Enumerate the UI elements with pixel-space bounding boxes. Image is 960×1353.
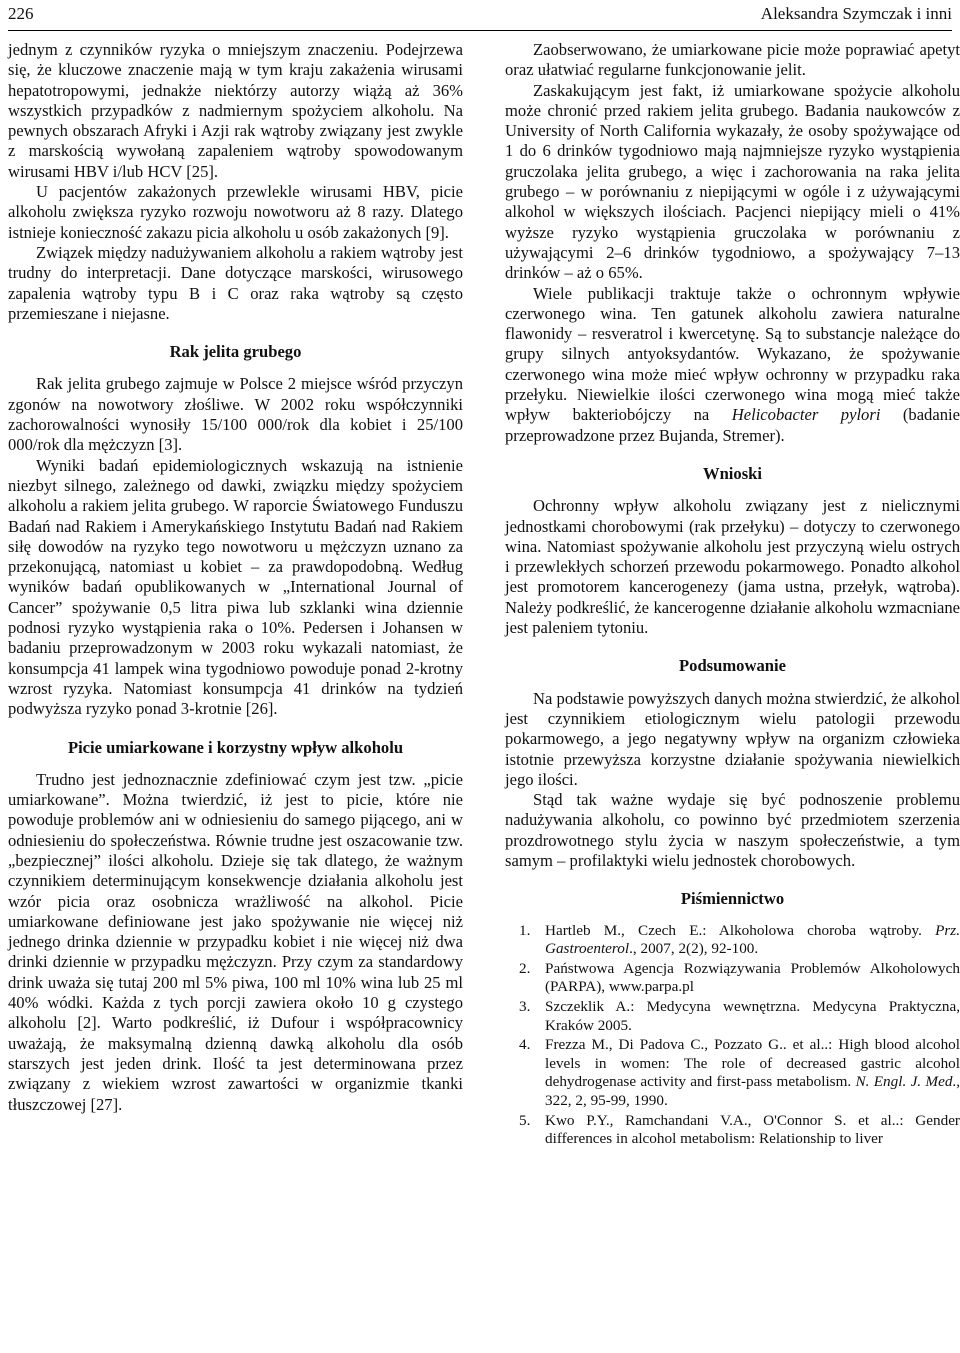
reference-item: 5. Kwo P.Y., Ramchandani V.A., O'Connor S. et al..: Gender differences in alcohol metabolism: Relationship to liver — [519, 1111, 960, 1148]
paragraph — [505, 284, 960, 446]
section-heading-references: Piśmiennictwo — [680, 889, 785, 909]
reference-item: 3. Szczeklik A.: Medycyna wewnętrzna. Medycyna Praktyczna, Kraków 2005. — [519, 997, 960, 1034]
paragraph: Stąd tak ważne wydaje się być podnoszenie problemu nadużywania alkoholu, co powinno być przedmiotem szerzenia prozdrowotnego stylu życia w naszym społeczeństwie, a tym samym – profilaktyki wielu jednostek chorobowych. — [505, 790, 960, 870]
reference-item: 2. Państwowa Agencja Rozwiązywania Problemów Alkoholowych (PARPA), www.parpa.pl — [519, 959, 960, 996]
paragraph: Na podstawie powyższych danych można stwierdzić, że alkohol jest czynnikiem etiologicznym wielu patologii przewodu pokarmowego, a jego negatywny wpływ na organizm człowieka istotnie przewyższa korzystne działanie spożywania niewielkich jego ilości. — [505, 688, 960, 789]
paragraph: jednym z czynników ryzyka o mniejszym znaczeniu. Podejrzewa się, że kluczowe znaczenie mają w tym kraju zakażenia wirusami hepatotropowymi, jednakże niektórzy autorzy wiążą aż 36% wszystkich przypadków z nadmiernym spożyciem alkoholu. Na pewnych obszarach Afryki i Azji rak wątroby związany jest zwykle z marskością wywołaną zapaleniem wątroby spowodowanym wirusami HBV i/lub HCV [25]. — [8, 40, 463, 181]
running-head: Aleksandra Szymczak i inni — [760, 4, 952, 23]
section-heading-conclusions: Wnioski — [702, 463, 763, 483]
species-name: Helicobacter pylori — [731, 405, 881, 425]
paragraph-text: Wiele publikacji traktuje także o ochronnym wpływie czerwonego wina. Ten gatunek alkoholu zawiera naturalne flawonidy – resveratrol i kwercetynę. Są to substancje należące do grupy silnych antyoksydantów. Wykazano, że spożywanie czerwonego wina może mieć wpływ ochronny w przypadku raka przełyku. Niewielkie ilości czerwonego wina mogą mieć także wpływ bakteriobójczy na — [505, 283, 960, 425]
paragraph: Rak jelita grubego zajmuje w Polsce 2 miejsce wśród przyczyn zgonów na nowotwory złośliwe. W 2002 roku współczynniki zachorowalności wynosiły 15/100 000/rok dla kobiet i 25/100 000/rok dla mężczyzn [3]. — [8, 374, 463, 455]
page-header — [8, 4, 952, 32]
paragraph: Trudno jest jednoznacznie zdefiniować czym jest tzw. „picie umiarkowane”. Można twierdzić, iż jest to picie, które nie powoduje problemów ani w odniesieniu do samego pijącego, ani w odniesieniu do społeczeństwa. Równie trudne jest oszacowanie tzw. „bezpiecznej” ilości alkoholu. Dzieje się tak dlatego, że ważnym czynnikiem determinującym konsekwencje działania alkoholu jest wzór picia oraz osobnicza wrażliwość na alkohol. Picie umiarkowane definiowane jest jako spożywanie nie więcej niż jednego drinka dziennie w przypadku kobiet i nie więcej niż dwa drinki dziennie w przypadku mężczyzn. Przy czym za standardowy drink uważa się tutaj 200 ml 5% piwa, 100 ml 10% wina lub 25 ml 40% wódki. Każda z tych porcji zawiera około 10 g czystego alkoholu [2]. Warto podkreślić, iż Dufour i współpracownicy uważają, że maksymalną dzienną dawką alkoholu dla osób starszych jest jeden drink. Ilość ta jest determinowana przez związany z wiekiem wzrost zawartości w organizmie tkanki tłuszczowej [27]. — [8, 769, 463, 1114]
right-column — [505, 40, 960, 1150]
section-heading-moderate-drinking: Picie umiarkowane i korzystny wpływ alkoholu — [67, 737, 404, 757]
section-heading-summary: Podsumowanie — [679, 656, 786, 676]
header-rule — [8, 30, 952, 31]
paragraph: U pacjentów zakażonych przewlekle wirusami HBV, picie alkoholu zwiększa ryzyko rozwoju nowotworu aż 8 razy. Dlatego istnieje konieczność zakazu picia alkoholu u osób zakażonych [9]. — [8, 182, 463, 242]
left-column — [8, 40, 463, 1115]
reference-item: 4. Frezza M., Di Padova C., Pozzato G.. et al..: High blood alcohol levels in women: The role of decreased gastric alcohol dehydrogenase activity and first-pass metabolism. N. Engl. J. Med., 322, 2, 95-99, 1990. — [519, 1036, 960, 1109]
page-number: 226 — [8, 4, 34, 23]
reference-item: 1. Hartleb M., Czech E.: Alkoholowa choroba wątroby. Prz. Gastroenterol., 2007, 2(2), 92-100. — [519, 921, 960, 958]
section-heading-colon-cancer: Rak jelita grubego — [169, 342, 302, 362]
reference-list — [505, 922, 960, 1149]
paragraph: Ochronny wpływ alkoholu związany jest z nielicznymi jednostkami chorobowymi (rak przełyku) – dotyczy to czerwonego wina. Natomiast spożywanie alkoholu jest przyczyną wielu ostrych i przewlekłych schorzeń przewodu pokarmowego. Ponadto alkohol jest promotorem kancerogenezy (jama ustna, przełyk, wątroba). Należy podkreślić, że kancerogenne działanie alkoholu wzmacniane jest paleniem tytoniu. — [505, 496, 960, 638]
paragraph-text: (badanie przeprowadzone przez Bujanda, Stremer). — [505, 405, 960, 445]
paragraph: Zaobserwowano, że umiarkowane picie może poprawiać apetyt oraz ułatwiać regularne funkcjonowanie jelit. — [505, 40, 960, 80]
paragraph: Wyniki badań epidemiologicznych wskazują na istnienie niezbyt silnego, zależnego od dawki, związku między spożyciem alkoholu a rakiem jelita grubego. W raporcie Światowego Funduszu Badań nad Rakiem i Amerykańskiego Instytutu Badań nad Rakiem siłę dowodów na ryzyko tego nowotworu u mężczyzn uznano za przekonującą, natomiast u kobiet – za prawdopodobną. Według wyników badań opublikowanych w „International Journal of Cancer” spożywanie 0,5 litra piwa lub szklanki wina dziennie podnosi ryzyko wystąpienia raka o 10%. Pedersen i Johansen w badaniu przeprowadzonym w 2003 roku wykazali natomiast, że konsumpcja 41 lampek wina tygodniowo powoduje ponad 2-krotny wzrost ryzyka. Natomiast konsumpcja 41 drinków na tydzień podwyższa ryzyko ponad 3-krotnie [26]. — [8, 455, 463, 719]
paragraph: Związek między nadużywaniem alkoholu a rakiem wątroby jest trudny do interpretacji. Dane dotyczące marskości, wirusowego zapalenia wątroby typu B i C oraz raka wątroby są często przemieszane i niejasne. — [8, 242, 463, 323]
paragraph: Zaskakującym jest fakt, iż umiarkowane spożycie alkoholu może chronić przed rakiem jelita grubego. Badania naukowców z University of North California wykazały, że osoby spożywające od 1 do 6 drinków tygodniowo mają najmniejsze ryzyko wystąpienia gruczolaka jelita grubego, a więc i zachorowania na raka jelita grubego – w porównaniu z niepijącymi w ogóle i z używającymi alkohol w większych ilościach. Pacjenci niepijący mieli o 41% wyższe ryzyko wystąpienia gruczolaka w porównaniu z używającymi 2–6 drinków tygodniowo, a spożywający 7–13 drinków – aż o 65%. — [505, 80, 960, 283]
